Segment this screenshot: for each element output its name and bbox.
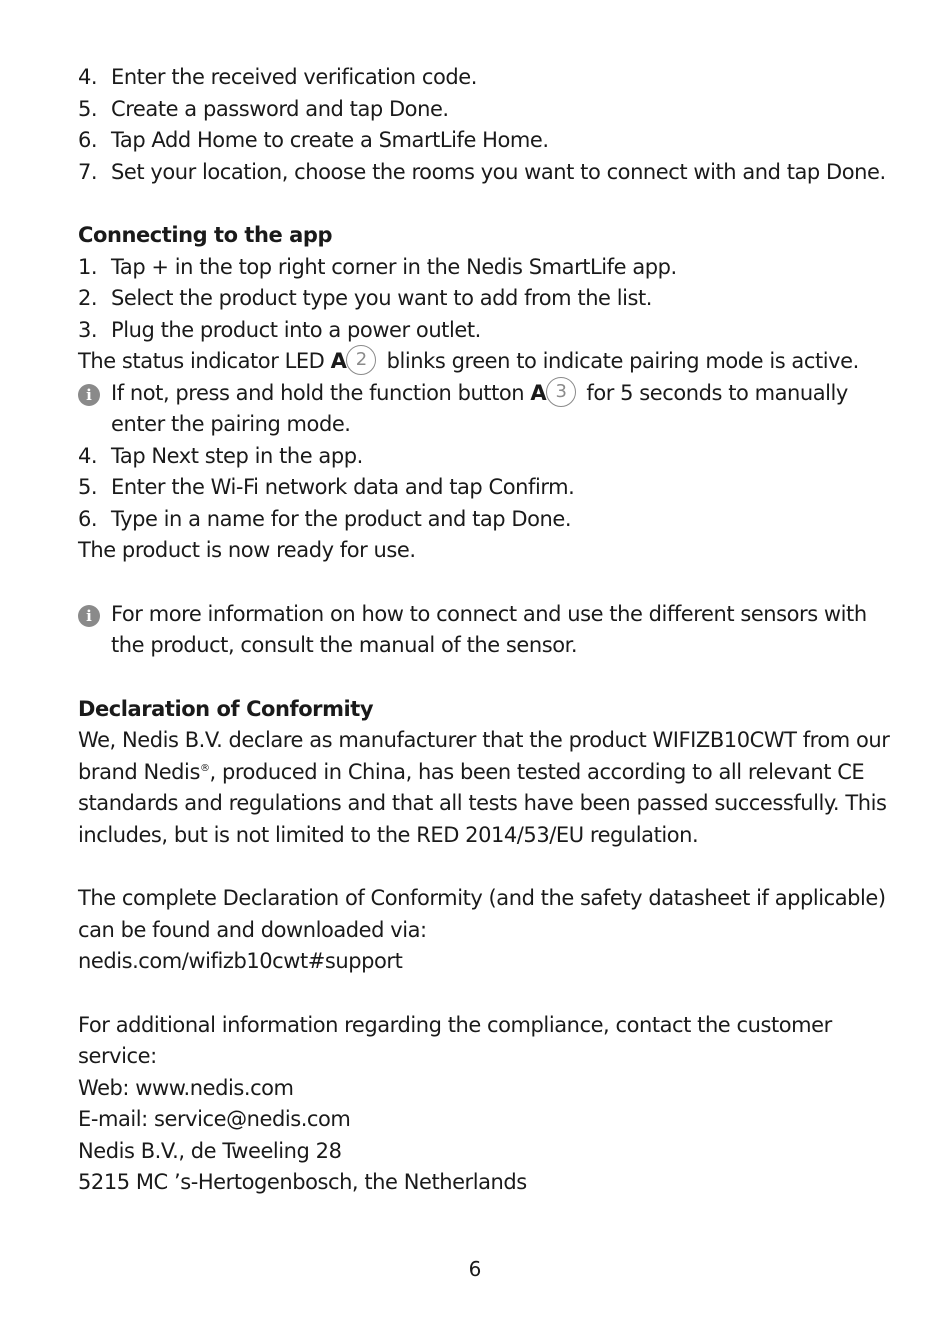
support-link[interactable]: nedis.com/wifizb10cwt#support bbox=[78, 949, 403, 973]
part-letter: A bbox=[530, 380, 547, 405]
circled-ref-number: 3 bbox=[546, 377, 576, 407]
ready-text: The product is now ready for use. bbox=[78, 538, 416, 562]
list-item: 6. Tap Add Home to create a SmartLife Home. bbox=[78, 128, 549, 152]
list-item: 3. Plug the product into a power outlet. bbox=[78, 317, 481, 342]
list-item: 7. Set your location, choose the rooms you want to connect with and tap Done. bbox=[78, 159, 886, 184]
section-heading-declaration: Declaration of Conformity bbox=[78, 696, 374, 721]
address-line: 5215 MC ’s-Hertogenbosch, the Netherlands bbox=[78, 1170, 527, 1194]
address-line: Nedis B.V., de Tweeling 28 bbox=[78, 1138, 342, 1163]
section-heading-connecting: Connecting to the app bbox=[78, 223, 333, 247]
list-item: 4. Enter the received verification code. bbox=[78, 65, 477, 89]
list-item: 2. Select the product type you want to add from the list. bbox=[78, 286, 653, 310]
manual-page: 4. Enter the received verification code. 5. Create a password and tap Done. 6. Tap Add Home to create a SmartLife Home. 7. Set your location, choose the rooms you want to connect with and tap Done. Connecting to the app 1. Tap + in the top right corner in the Nedis SmartLife app. 2. Select the product type you want to add from the list. 3. Plug the product into a power outlet. The status indicator LED A 2 blinks green to indicate pairing mode is active. i If not, press and hold the function button A 3 for 5 seconds to manually enter the pairing mode. 4. Tap Next step in the app. 5. Enter the Wi-Fi network data and tap Confirm. 6. Type in a name for the product and tap Done. The product is now ready for use. i For more information on how to connect and use the different sensors with the product, consult the manual of the sensor. Declaration of Conformity We, Nedis B.V. declare as manufacturer that the product WIFIZB10CWT from our brand Nedis®, produced in China, has been tested according to all relevant CE standards and regulations and that all tests have been passed successfully. This includes, but is not limited to the RED 2014/53/EU regulation. The complete Declaration of Conformity (and the safety datasheet if applicable) can be found and downloaded via: nedis.com/wifizb10cwt#support For additional information regarding the compliance, contact the customer service: Web: www.nedis.com E-mail: service@nedis.com Nedis B.V., de Tweeling 28 5215 MC ’s-Hertogenbosch, the Netherlands bbox=[78, 62, 878, 1199]
sensor-info-note: i For more information on how to connect and use the different sensors with the product, consult the manual of the sensor. bbox=[78, 599, 878, 662]
part-letter: A bbox=[330, 349, 347, 373]
circled-ref-number: 2 bbox=[346, 345, 376, 375]
info-icon: i bbox=[78, 605, 100, 627]
list-item: 4. Tap Next step in the app. bbox=[78, 443, 363, 468]
pairing-note: i If not, press and hold the function button A 3 for 5 seconds to manually enter the pairing mode. bbox=[78, 378, 878, 441]
registered-mark: ® bbox=[199, 762, 210, 774]
list-item: 5. Create a password and tap Done. bbox=[78, 96, 449, 121]
list-item: 6. Type in a name for the product and tap Done. bbox=[78, 506, 572, 531]
page-number: 6 bbox=[468, 1257, 482, 1281]
status-indicator-line: The status indicator LED A 2 blinks green to indicate pairing mode is active. bbox=[78, 346, 878, 378]
email-contact: E-mail: service@nedis.com bbox=[78, 1107, 351, 1131]
list-item: 1. Tap + in the top right corner in the Nedis SmartLife app. bbox=[78, 254, 677, 279]
web-contact: Web: www.nedis.com bbox=[78, 1075, 294, 1100]
list-item: 5. Enter the Wi-Fi network data and tap Confirm. bbox=[78, 475, 575, 499]
info-icon: i bbox=[78, 384, 100, 406]
